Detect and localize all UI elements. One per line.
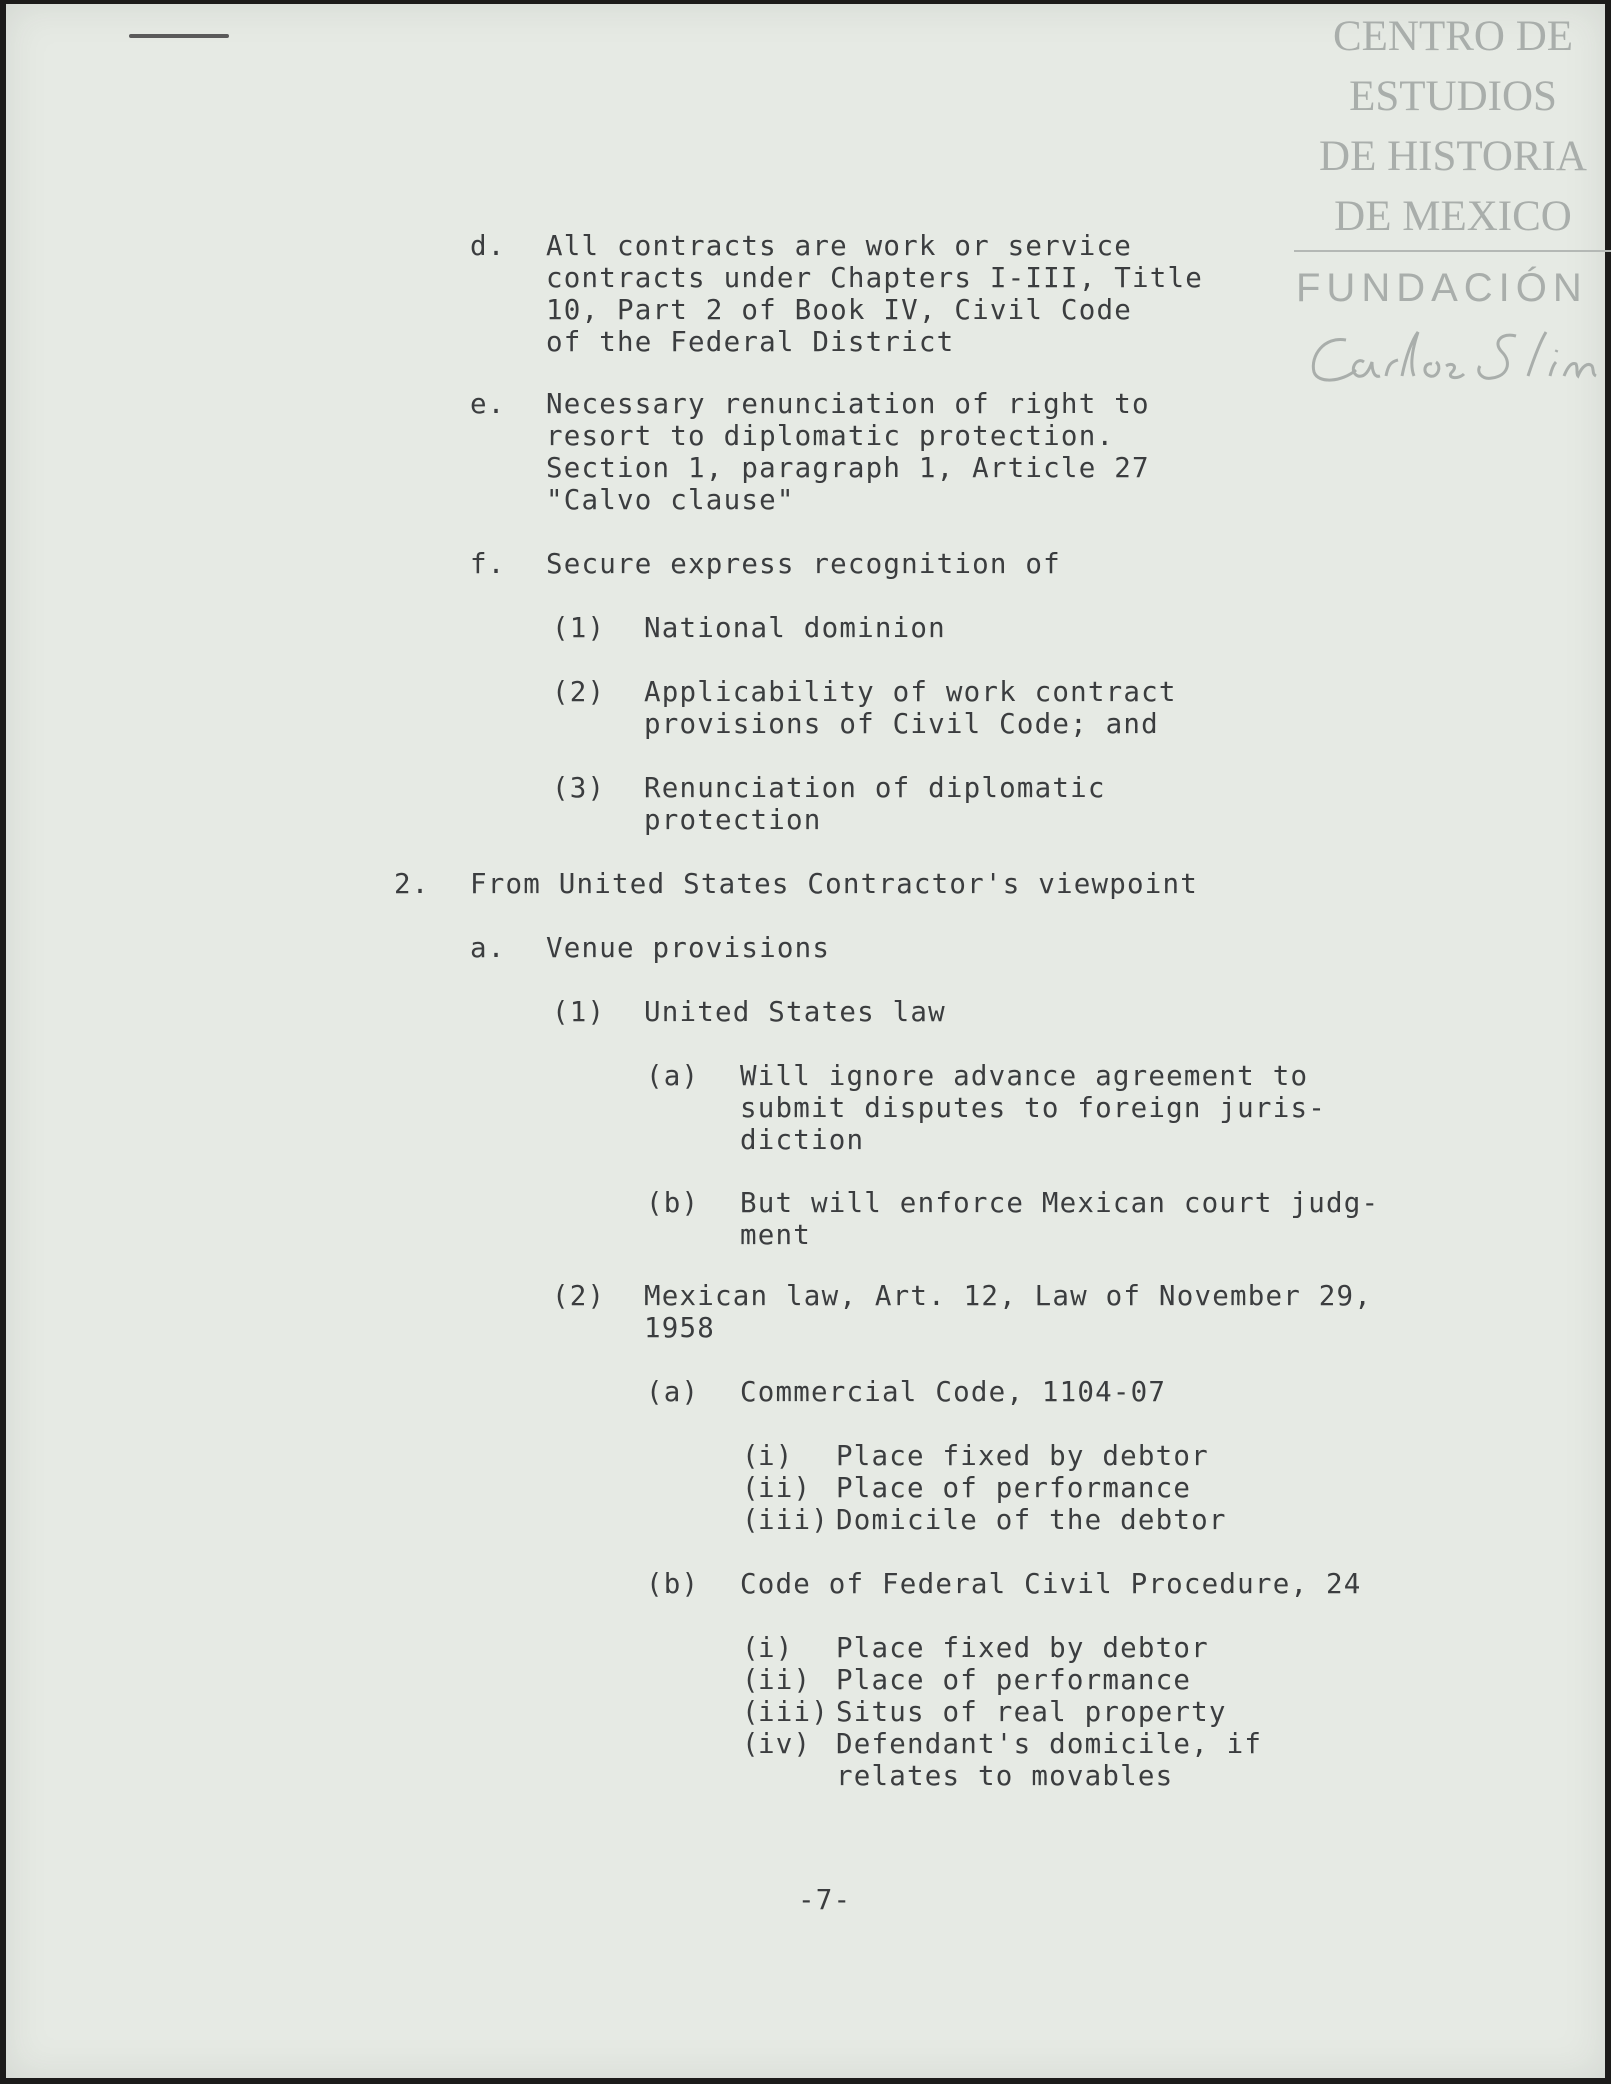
- page-number: -7-: [798, 1884, 852, 1916]
- open-paren-mark: (: [742, 1440, 759, 1472]
- outline-text-f2-line1: Applicability of work contract: [644, 676, 1177, 708]
- outline-text-2a1a-line3: diction: [740, 1124, 865, 1156]
- document-page: [6, 4, 1605, 2078]
- open-paren-mark: (: [742, 1504, 759, 1536]
- outline-label-2a2a-iii: iii): [758, 1504, 830, 1536]
- outline-label-2a2a-ii: ii): [758, 1472, 812, 1504]
- outline-text-f3-line1: Renunciation of diplomatic: [644, 772, 1106, 804]
- outline-text-e-line2: resort to diplomatic protection.: [546, 420, 1115, 452]
- outline-label-2a2b-ii: ii): [758, 1664, 812, 1696]
- watermark-line-4: DE MEXICO: [1334, 193, 1572, 240]
- outline-text-2a: Venue provisions: [546, 932, 831, 964]
- outline-label-2a2b: (b): [646, 1568, 700, 1600]
- outline-text-d-line3: 10, Part 2 of Book IV, Civil Code: [546, 294, 1132, 326]
- outline-label-f1: (1): [552, 612, 606, 644]
- outline-label-f3: (3): [552, 772, 606, 804]
- outline-text-d-line4: of the Federal District: [546, 326, 955, 358]
- outline-text-e-line1: Necessary renunciation of right to: [546, 388, 1150, 420]
- outline-text-f1: National dominion: [644, 612, 946, 644]
- outline-text-d-line1: All contracts are work or service: [546, 230, 1132, 262]
- outline-label-2a2b-i: i): [758, 1632, 794, 1664]
- open-paren-mark: (: [742, 1664, 759, 1696]
- outline-text-2a1b-line2: ment: [740, 1219, 812, 1251]
- outline-label-e: e.: [470, 388, 506, 420]
- outline-text-2a2b-iv-line1: Defendant's domicile, if: [836, 1728, 1263, 1760]
- outline-text-2a1: United States law: [644, 996, 946, 1028]
- watermark-line-3: DE HISTORIA: [1319, 133, 1587, 180]
- top-mark: [129, 34, 229, 38]
- outline-label-2a1b: (b): [646, 1187, 700, 1219]
- outline-text-f: Secure express recognition of: [546, 548, 1061, 580]
- open-paren-mark: (: [742, 1696, 759, 1728]
- watermark-signature-logo: [1306, 322, 1606, 397]
- outline-label-2a2b-iv: iv): [758, 1728, 812, 1760]
- outline-text-2a1b-line1: But will enforce Mexican court judg-: [740, 1187, 1380, 1219]
- outline-text-2a2-line1: Mexican law, Art. 12, Law of November 29,: [644, 1280, 1373, 1312]
- outline-label-f2: (2): [552, 676, 606, 708]
- outline-text-2a2a-ii: Place of performance: [836, 1472, 1192, 1504]
- outline-text-2a2-line2: 1958: [644, 1312, 716, 1344]
- outline-label-2a2a-i: i): [758, 1440, 794, 1472]
- open-paren-mark: (: [742, 1472, 759, 1504]
- outline-label-2a2b-iii: iii): [758, 1696, 830, 1728]
- outline-text-f2-line2: provisions of Civil Code; and: [644, 708, 1159, 740]
- outline-label-2a1a: (a): [646, 1060, 700, 1092]
- outline-text-2a2b-iii: Situs of real property: [836, 1696, 1227, 1728]
- outline-text-2a2b-ii: Place of performance: [836, 1664, 1192, 1696]
- outline-text-e-line4: "Calvo clause": [546, 484, 795, 516]
- outline-label-2a2: (2): [552, 1280, 606, 1312]
- outline-text-2a2a-iii: Domicile of the debtor: [836, 1504, 1227, 1536]
- outline-text-2a2a-i: Place fixed by debtor: [836, 1440, 1209, 1472]
- watermark-rule: [1294, 250, 1611, 252]
- outline-text-2a2b-iv-line2: relates to movables: [836, 1760, 1174, 1792]
- outline-text-2a2b-i: Place fixed by debtor: [836, 1632, 1209, 1664]
- outline-label-2: 2.: [394, 868, 430, 900]
- outline-text-f3-line2: protection: [644, 804, 822, 836]
- outline-text-2: From United States Contractor's viewpoint: [470, 868, 1199, 900]
- outline-label-2a1: (1): [552, 996, 606, 1028]
- watermark-fundacion: FUNDACIÓN: [1296, 266, 1588, 310]
- watermark-line-2: ESTUDIOS: [1349, 73, 1557, 120]
- archive-watermark: [1294, 4, 1611, 404]
- watermark-line-1: CENTRO DE: [1332, 13, 1574, 60]
- open-paren-mark: (: [742, 1632, 759, 1664]
- outline-text-d-line2: contracts under Chapters I-III, Title: [546, 262, 1203, 294]
- outline-label-d: d.: [470, 230, 506, 262]
- open-paren-mark: (: [742, 1728, 759, 1760]
- outline-text-2a2b: Code of Federal Civil Procedure, 24: [740, 1568, 1362, 1600]
- outline-text-2a1a-line1: Will ignore advance agreement to: [740, 1060, 1309, 1092]
- outline-text-e-line3: Section 1, paragraph 1, Article 27: [546, 452, 1150, 484]
- outline-text-2a2a: Commercial Code, 1104-07: [740, 1376, 1167, 1408]
- outline-label-2a2a: (a): [646, 1376, 700, 1408]
- outline-label-f: f.: [470, 548, 506, 580]
- outline-text-2a1a-line2: submit disputes to foreign juris-: [740, 1092, 1326, 1124]
- outline-label-2a: a.: [470, 932, 506, 964]
